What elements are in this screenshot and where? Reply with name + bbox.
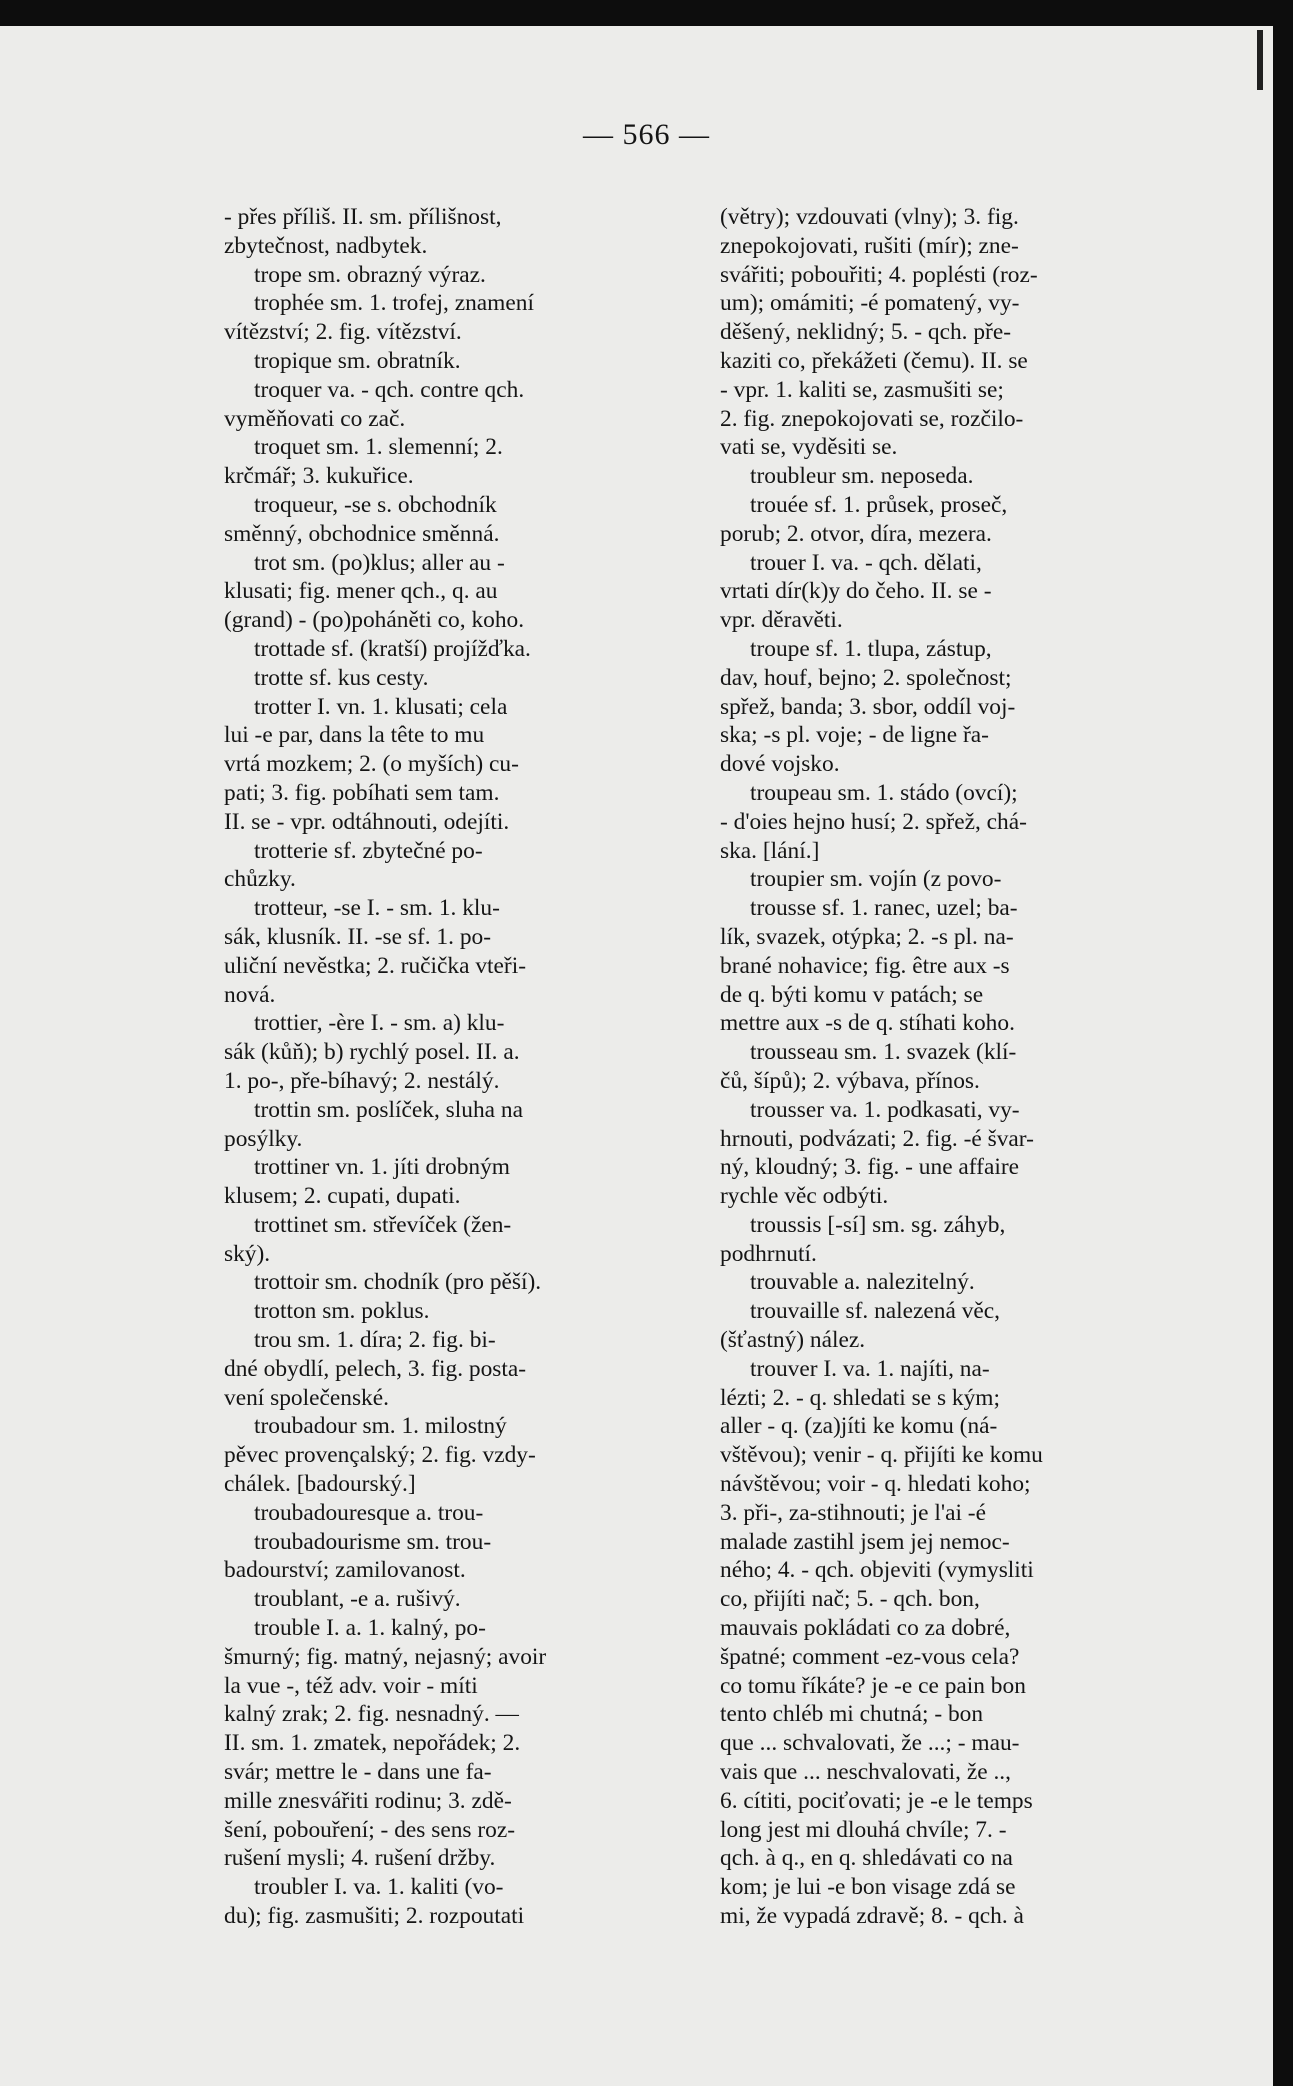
scan-border-top — [0, 0, 1293, 26]
dictionary-text-line: brané nohavice; fig. être aux -s — [720, 952, 1010, 979]
dictionary-entry-line: tropique sm. obratník. — [254, 347, 461, 374]
dictionary-text-line: směnný, obchodnice směnná. — [224, 520, 500, 547]
dictionary-text-line: ský). — [224, 1240, 271, 1267]
dictionary-text-line: - vpr. 1. kaliti se, zasmušiti se; — [720, 376, 1004, 403]
scan-border-right — [1273, 0, 1293, 2086]
dictionary-entry-line: trottin sm. poslíček, sluha na — [254, 1096, 523, 1123]
dictionary-text-line: vais que ... neschvalovati, že .., — [720, 1759, 1011, 1786]
dictionary-text-line: vštěvou); venir - q. přijíti ke komu — [720, 1442, 1043, 1469]
dictionary-entry-line: troupeau sm. 1. stádo (ovcí); — [750, 779, 1018, 806]
dictionary-text-line: posýlky. — [224, 1125, 303, 1152]
dictionary-text-line: sák (kůň); b) rychlý posel. II. a. — [224, 1039, 520, 1066]
dictionary-text-line: uliční nevěstka; 2. ručička vteři- — [224, 952, 527, 979]
dictionary-text-line: mettre aux -s de q. stíhati koho. — [720, 1010, 1015, 1037]
dictionary-text-line: svár; mettre le - dans une fa- — [224, 1759, 492, 1786]
dictionary-text-line: spřež, banda; 3. sbor, oddíl voj- — [720, 693, 1016, 720]
left-column — [224, 203, 694, 1931]
dictionary-text-line: II. sm. 1. zmatek, nepořádek; 2. — [224, 1730, 521, 1757]
dictionary-text-line: um); omámiti; -é pomatený, vy- — [720, 290, 1020, 317]
scan-edge-mark — [1257, 30, 1263, 90]
dictionary-entry-line: trouver I. va. 1. najíti, na- — [750, 1355, 990, 1382]
dictionary-entry-line: troubler I. va. 1. kaliti (vo- — [254, 1874, 504, 1901]
dictionary-text-line: vení společenské. — [224, 1384, 389, 1411]
dictionary-text-line: špatné; comment -ez-vous cela? — [720, 1643, 1020, 1670]
dictionary-text-line: vítězství; 2. fig. vítězství. — [224, 319, 462, 346]
dictionary-text-line: rychle věc odbýti. — [720, 1183, 889, 1210]
dictionary-entry-line: trousseau sm. 1. svazek (klí- — [750, 1039, 1017, 1066]
dictionary-entry-line: trotter I. vn. 1. klusati; cela — [254, 693, 508, 720]
dictionary-text-line: kalný zrak; 2. fig. nesnadný. — — [224, 1701, 519, 1728]
dictionary-text-line: mi, že vypadá zdravě; 8. - qch. à — [720, 1903, 1024, 1930]
dictionary-text-line: kom; je lui -e bon visage zdá se — [720, 1874, 1016, 1901]
dictionary-text-line: lík, svazek, otýpka; 2. -s pl. na- — [720, 923, 1014, 950]
dictionary-text-line: vrtati dír(k)y do čeho. II. se - — [720, 578, 992, 605]
dictionary-text-line: klusem; 2. cupati, dupati. — [224, 1183, 461, 1210]
dictionary-entry-line: trottade sf. (kratší) projížďka. — [254, 635, 531, 662]
dictionary-text-line: la vue -, též adv. voir - míti — [224, 1672, 478, 1699]
dictionary-entry-line: troublant, -e a. rušivý. — [254, 1586, 461, 1613]
dictionary-text-line: dné obydlí, pelech, 3. fig. posta- — [224, 1355, 527, 1382]
dictionary-text-line: tento chléb mi chutná; - bon — [720, 1701, 984, 1728]
dictionary-text-line: klusati; fig. mener qch., q. au — [224, 578, 498, 605]
dictionary-text-line: ného; 4. - qch. objeviti (vymysliti — [720, 1557, 1034, 1584]
dictionary-text-line: porub; 2. otvor, díra, mezera. — [720, 520, 992, 547]
dictionary-text-line: vrtá mozkem; 2. (o myších) cu- — [224, 751, 519, 778]
dictionary-entry-line: troubleur sm. neposeda. — [750, 463, 974, 490]
dictionary-text-line: chůzky. — [224, 866, 296, 893]
dictionary-text-line: malade zastihl jsem jej nemoc- — [720, 1528, 1010, 1555]
dictionary-text-line: vpr. děravěti. — [720, 607, 843, 634]
dictionary-text-line: badourství; zamilovanost. — [224, 1557, 466, 1584]
dictionary-entry-line: trottoir sm. chodník (pro pěší). — [254, 1269, 542, 1296]
dictionary-text-line: sák, klusník. II. -se sf. 1. po- — [224, 923, 492, 950]
dictionary-text-line: 2. fig. znepokojovati se, rozčilo- — [720, 405, 1024, 432]
dictionary-text-line: que ... schvalovati, že ...; - mau- — [720, 1730, 1020, 1757]
dictionary-text-line: šení, pobouření; - des sens roz- — [224, 1816, 516, 1843]
dictionary-text-line: (větry); vzdouvati (vlny); 3. fig. — [720, 204, 1019, 230]
dictionary-entry-line: troqueur, -se s. obchodník — [254, 491, 497, 518]
dictionary-text-line: II. se - vpr. odtáhnouti, odejíti. — [224, 808, 510, 835]
dictionary-text-line: 3. při-, za-stihnouti; je l'ai -é — [720, 1499, 986, 1526]
dictionary-entry-line: troquet sm. 1. slemenní; 2. — [254, 434, 503, 461]
dictionary-entry-line: troubadour sm. 1. milostný — [254, 1413, 507, 1440]
dictionary-text-line: lézti; 2. - q. shledati se s kým; — [720, 1384, 1000, 1411]
dictionary-entry-line: trouvable a. nalezitelný. — [750, 1269, 975, 1296]
dictionary-text-line: chálek. [badourský.] — [224, 1471, 416, 1498]
dictionary-text-line: mauvais pokládati co za dobré, — [720, 1615, 1011, 1642]
dictionary-entry-line: trottier, -ère I. - sm. a) klu- — [254, 1010, 505, 1037]
dictionary-entry-line: troubadourisme sm. trou- — [254, 1528, 492, 1555]
dictionary-text-line: co, přijíti nač; 5. - qch. bon, — [720, 1586, 980, 1613]
dictionary-text-line: (grand) - (po)poháněti co, koho. — [224, 607, 525, 634]
dictionary-entry-line: trouvaille sf. nalezená věc, — [750, 1298, 1001, 1325]
dictionary-text-line: vyměňovati co zač. — [224, 405, 406, 432]
dictionary-entry-line: trotton sm. poklus. — [254, 1298, 430, 1325]
dictionary-text-line: lui -e par, dans la tête to mu — [224, 722, 485, 749]
dictionary-entry-line: trouer I. va. - qch. dělati, — [750, 549, 982, 576]
dictionary-entry-line: trou sm. 1. díra; 2. fig. bi- — [254, 1327, 496, 1354]
dictionary-text-line: 1. po-, pře-bíhavý; 2. nestálý. — [224, 1067, 500, 1094]
dictionary-text-line: kaziti co, překážeti (čemu). II. se — [720, 347, 1028, 374]
dictionary-text-line: šmurný; fig. matný, nejasný; avoir — [224, 1643, 547, 1670]
dictionary-entry-line: troquer va. - qch. contre qch. — [254, 376, 525, 403]
dictionary-text-line: - přes příliš. II. sm. přílišnost, — [224, 204, 502, 230]
dictionary-entry-line: troupe sf. 1. tlupa, zástup, — [750, 635, 992, 662]
dictionary-entry-line: trotterie sf. zbytečné po- — [254, 837, 483, 864]
dictionary-entry-line: trotte sf. kus cesty. — [254, 664, 429, 691]
dictionary-text-line: qch. à q., en q. shledávati co na — [720, 1845, 1013, 1872]
dictionary-entry-line: trouble I. a. 1. kalný, po- — [254, 1615, 486, 1642]
dictionary-entry-line: trottiner vn. 1. jíti drobným — [254, 1154, 510, 1181]
dictionary-text-line: pěvec provençalský; 2. fig. vzdy- — [224, 1442, 536, 1469]
dictionary-text-line: dové vojsko. — [720, 751, 840, 778]
dictionary-entry-line: trousser va. 1. podkasati, vy- — [750, 1096, 1020, 1123]
dictionary-text-line: 6. cítiti, pociťovati; je -e le temps — [720, 1787, 1033, 1814]
dictionary-text-line: du); fig. zasmušiti; 2. rozpoutati — [224, 1903, 525, 1930]
dictionary-text-line: zbytečnost, nadbytek. — [224, 232, 428, 259]
right-column — [720, 203, 1190, 1931]
dictionary-text-line: de q. býti komu v patách; se — [720, 981, 984, 1008]
dictionary-text-line: znepokojovati, rušiti (mír); zne- — [720, 232, 1019, 259]
dictionary-text-line: mille znesvářiti rodinu; 3. zdě- — [224, 1787, 512, 1814]
dictionary-text-line: (šťastný) nález. — [720, 1327, 866, 1354]
dictionary-entry-line: troubadouresque a. trou- — [254, 1499, 484, 1526]
dictionary-entry-line: trottinet sm. střevíček (žen- — [254, 1211, 512, 1238]
dictionary-text-line: podhrnutí. — [720, 1240, 817, 1267]
dictionary-text-line: nová. — [224, 981, 276, 1008]
dictionary-entry-line: trotteur, -se I. - sm. 1. klu- — [254, 895, 500, 922]
dictionary-text-line: pati; 3. fig. pobíhati sem tam. — [224, 779, 500, 806]
dictionary-text-line: ný, kloudný; 3. fig. - une affaire — [720, 1154, 1020, 1181]
dictionary-entry-line: trot sm. (po)klus; aller au - — [254, 549, 505, 576]
dictionary-entry-line: troupier sm. vojín (z povo- — [750, 866, 1002, 893]
dictionary-text-line: krčmář; 3. kukuřice. — [224, 463, 414, 490]
dictionary-entry-line: trousse sf. 1. ranec, uzel; ba- — [750, 895, 1018, 922]
dictionary-entry-line: trouée sf. 1. průsek, proseč, — [750, 491, 1008, 518]
dictionary-text-line: - d'oies hejno husí; 2. spřež, chá- — [720, 808, 1027, 835]
dictionary-text-line: co tomu říkáte? je -e ce pain bon — [720, 1672, 1026, 1699]
dictionary-entry-line: trope sm. obrazný výraz. — [254, 261, 486, 288]
page-number: — 566 — — [583, 118, 710, 151]
dictionary-text-line: dav, houf, bejno; 2. společnost; — [720, 664, 1012, 691]
dictionary-text-line: rušení mysli; 4. rušení držby. — [224, 1845, 496, 1872]
dictionary-text-line: hrnouti, podvázati; 2. fig. -é švar- — [720, 1125, 1034, 1152]
dictionary-text-line: návštěvou; voir - q. hledati koho; — [720, 1471, 1031, 1498]
dictionary-text-line: svářiti; pobouřiti; 4. poplésti (roz- — [720, 261, 1038, 288]
dictionary-text-line: ska; -s pl. voje; - de ligne řa- — [720, 722, 989, 749]
dictionary-text-line: děšený, neklidný; 5. - qch. pře- — [720, 319, 1012, 346]
dictionary-entry-line: troussis [-sí] sm. sg. záhyb, — [750, 1211, 1006, 1238]
dictionary-text-line: čů, šípů); 2. výbava, přínos. — [720, 1067, 980, 1094]
dictionary-text-line: vati se, vyděsiti se. — [720, 434, 898, 461]
dictionary-text-line: long jest mi dlouhá chvíle; 7. - — [720, 1816, 1007, 1843]
dictionary-text-line: aller - q. (za)jíti ke komu (ná- — [720, 1413, 998, 1440]
dictionary-entry-line: trophée sm. 1. trofej, znamení — [254, 290, 534, 317]
dictionary-text-line: ska. [lání.] — [720, 837, 820, 864]
